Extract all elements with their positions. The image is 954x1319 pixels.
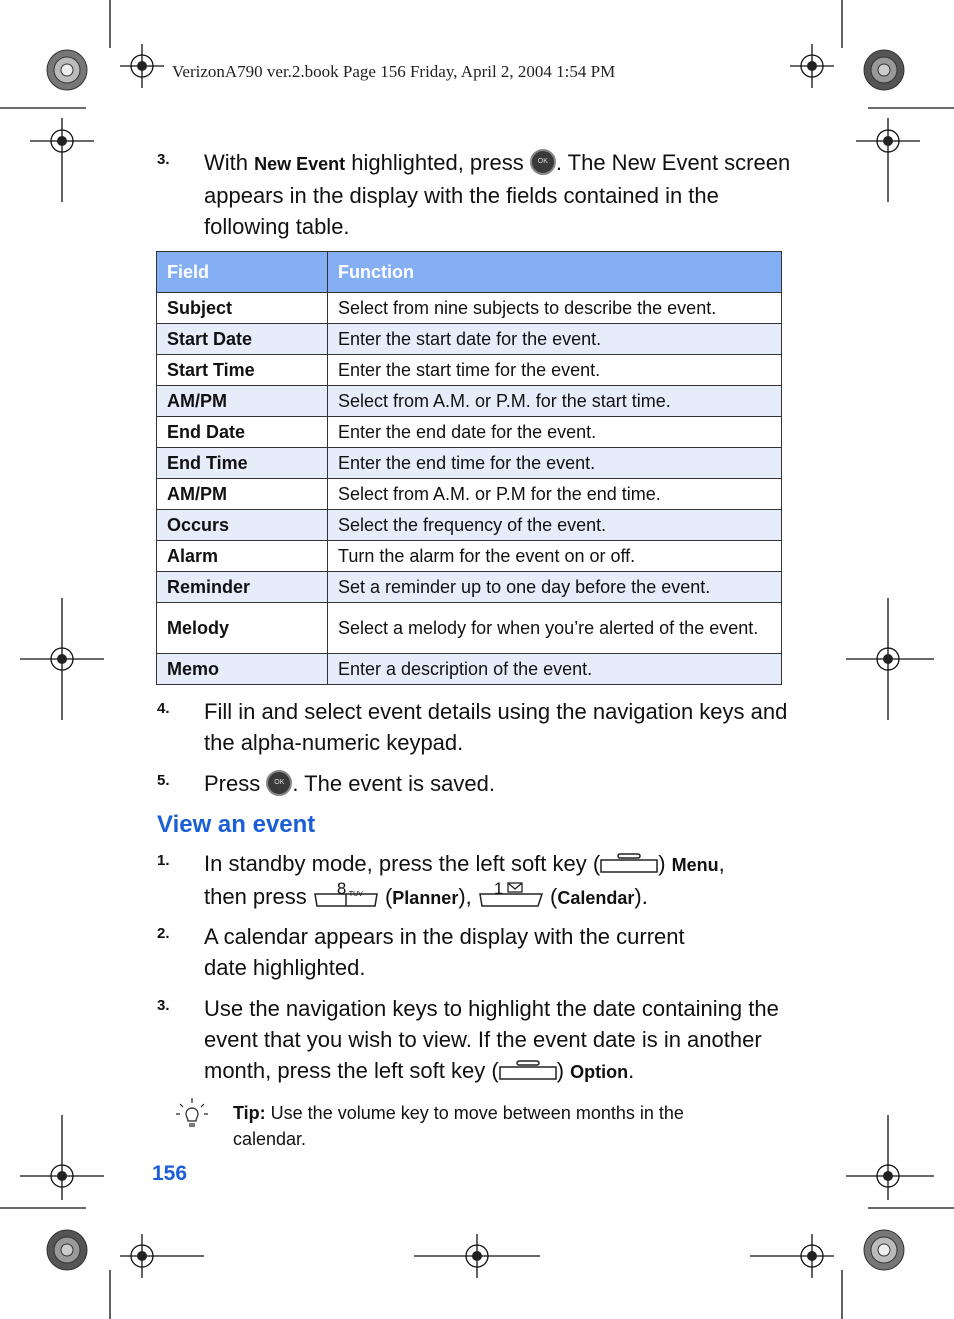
table-row (157, 417, 782, 448)
column-header-function: Function (328, 252, 782, 293)
menu-label: Menu (671, 855, 719, 875)
table-row (157, 510, 782, 541)
function-cell: Select from nine subjects to describe the event. (328, 293, 782, 324)
section-title: View an event (157, 811, 316, 838)
field-cell: End Date (157, 417, 328, 448)
table-row (157, 355, 782, 386)
table-row (157, 572, 782, 603)
field-cell: Subject (157, 293, 328, 324)
step-text: With New Event highlighted, press OK . The New Event screen appears in the display with the fields contained in the following table. (204, 150, 791, 239)
table-header-row (157, 252, 782, 293)
step-number: 3. (157, 151, 170, 168)
table-row (157, 541, 782, 572)
step-text: Use the navigation keys to highlight the date containing the event that you wish to view. If the event date is in another month, press the left soft key ( ) Option. (204, 996, 779, 1083)
table-row (157, 386, 782, 417)
tip-note: Tip: Use the volume key to move between months in the calendar. (233, 1103, 684, 1149)
table-row (157, 448, 782, 479)
function-cell: Set a reminder up to one day before the event. (328, 572, 782, 603)
function-cell: Select a melody for when you’re alerted of the event. (328, 603, 782, 654)
lightbulb-icon (172, 1094, 212, 1134)
tip-label: Tip: (233, 1103, 266, 1123)
option-label: Option (570, 1062, 629, 1082)
field-cell: End Time (157, 448, 328, 479)
step-number: 5. (157, 772, 170, 789)
table-row (157, 324, 782, 355)
key-8-icon: 8 TUV (313, 880, 379, 908)
event-fields-table (156, 251, 782, 685)
key-1-icon: 1 (478, 880, 544, 908)
left-soft-key-icon (600, 852, 658, 874)
field-cell: Memo (157, 654, 328, 685)
function-cell: Enter the start time for the event. (328, 355, 782, 386)
function-cell: Turn the alarm for the event on or off. (328, 541, 782, 572)
function-cell: Select from A.M. or P.M. for the start time. (328, 386, 782, 417)
table-row (157, 603, 782, 654)
field-cell: AM/PM (157, 479, 328, 510)
step-number: 4. (157, 700, 170, 717)
ok-key-icon: OK (266, 770, 292, 796)
left-soft-key-icon (499, 1059, 557, 1081)
new-event-label: New Event (254, 154, 346, 174)
field-cell: AM/PM (157, 386, 328, 417)
step-text: A calendar appears in the display with the current date highlighted. (204, 924, 685, 980)
function-cell: Select the frequency of the event. (328, 510, 782, 541)
field-cell: Alarm (157, 541, 328, 572)
step-text: Press OK . The event is saved. (204, 771, 495, 796)
step-number: 2. (157, 925, 170, 942)
print-header: VerizonA790 ver.2.book Page 156 Friday, April 2, 2004 1:54 PM (172, 62, 616, 81)
page-number: 156 (152, 1162, 188, 1185)
step-text: In standby mode, press the left soft key ( ) Menu, then press 8 TUV (Planner), 1 (Calendar). (204, 851, 725, 909)
calendar-label: Calendar (557, 888, 635, 908)
column-header-field: Field (157, 252, 328, 293)
step-number: 3. (157, 997, 170, 1014)
field-cell: Reminder (157, 572, 328, 603)
table-row (157, 479, 782, 510)
function-cell: Enter the end time for the event. (328, 448, 782, 479)
table-row (157, 654, 782, 685)
function-cell: Select from A.M. or P.M for the end time. (328, 479, 782, 510)
function-cell: Enter the end date for the event. (328, 417, 782, 448)
table-row (157, 293, 782, 324)
step-number: 1. (157, 852, 170, 869)
field-cell: Melody (157, 603, 328, 654)
ok-key-icon: OK (530, 149, 556, 175)
function-cell: Enter a description of the event. (328, 654, 782, 685)
function-cell: Enter the start date for the event. (328, 324, 782, 355)
planner-label: Planner (392, 888, 459, 908)
field-cell: Start Date (157, 324, 328, 355)
step-text: Fill in and select event details using the navigation keys and the alpha-numeric keypad. (204, 699, 788, 755)
field-cell: Start Time (157, 355, 328, 386)
field-cell: Occurs (157, 510, 328, 541)
